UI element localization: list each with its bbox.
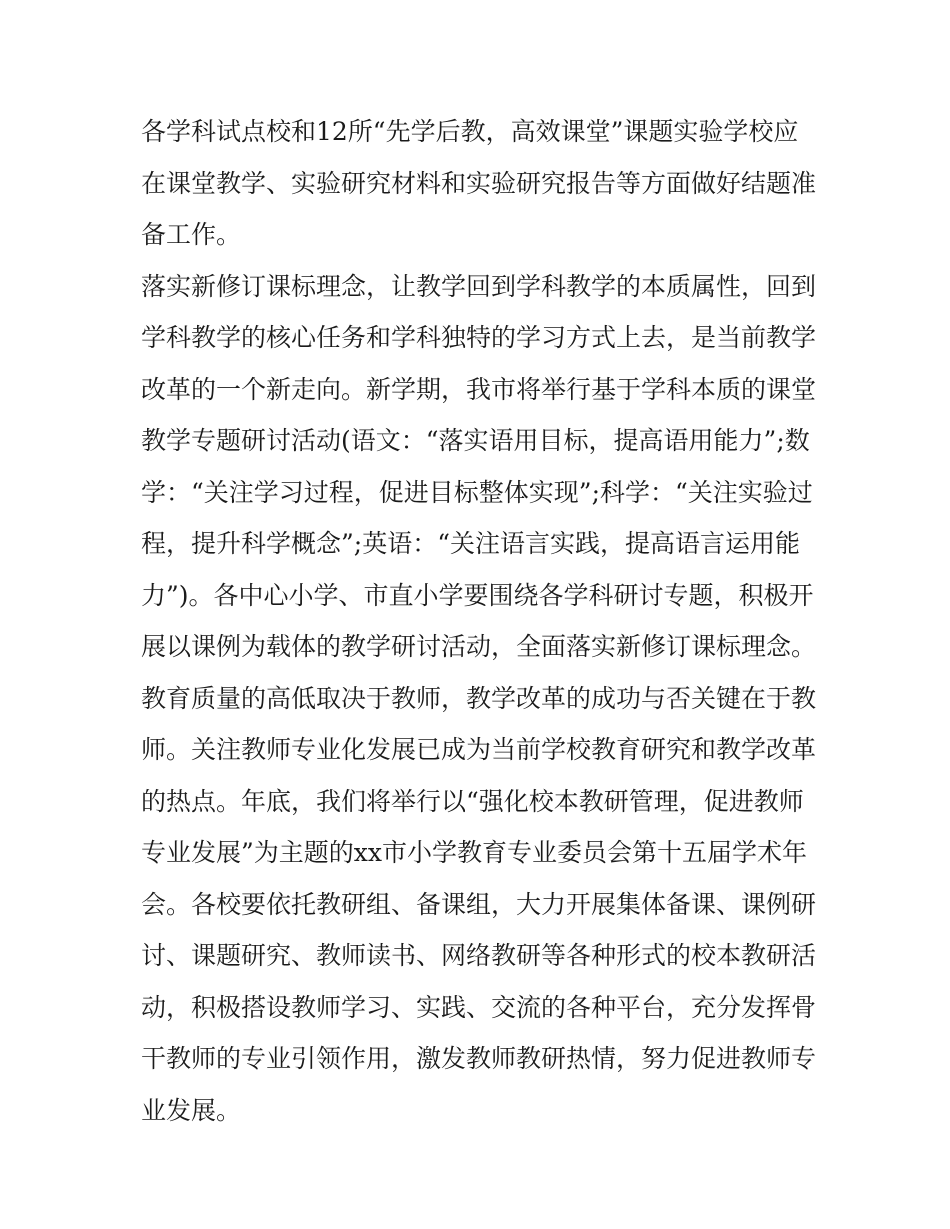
text-line: 学科教学的核心任务和学科独特的学习方式上去，是当前教学 bbox=[141, 323, 817, 352]
text-line: 师。关注教师专业化发展已成为当前学校教育研究和教学改革 bbox=[141, 735, 817, 764]
text-line: 程，提升科学概念”;英语：“关注语言实践，提高语言运用能 bbox=[141, 529, 800, 558]
text-line: 业发展。 bbox=[141, 1095, 242, 1125]
text-line: 学：“关注学习过程，促进目标整体实现”;科学：“关注实验过 bbox=[141, 477, 813, 507]
text-line: 干教师的专业引领作用，激发教师教研热情，努力促进教师专 bbox=[141, 1044, 817, 1073]
text-line: 教育质量的高低取决于教师，教学改革的成功与否关键在于教 bbox=[141, 683, 817, 713]
text-line: 的热点。年底，我们将举行以“强化校本教研管理，促进教师 bbox=[141, 786, 804, 816]
text-line: 各学科试点校和12所“先学后教，高效课堂”课题实验学校应 bbox=[141, 117, 799, 146]
text-line: 动，积极搭设教师学习、实践、交流的各种平台，充分发挥骨 bbox=[141, 992, 817, 1022]
text-line: 展以课例为载体的教学研讨活动，全面落实新修订课标理念。 bbox=[141, 632, 817, 661]
text-line: 落实新修订课标理念，让教学回到学科教学的本质属性，回到 bbox=[141, 271, 817, 301]
text-line: 在课堂教学、实验研究材料和实验研究报告等方面做好结题准 bbox=[141, 168, 817, 198]
text-line: 备工作。 bbox=[141, 220, 242, 249]
paragraph-3 bbox=[141, 673, 821, 1137]
paragraph-1 bbox=[141, 106, 821, 261]
text-line: 专业发展”为主题的xx市小学教育专业委员会第十五届学术年 bbox=[141, 838, 807, 867]
text-line: 讨、课题研究、教师读书、网络教研等各种形式的校本教研活 bbox=[141, 941, 817, 970]
document-body bbox=[141, 106, 821, 1136]
text-line: 会。各校要依托教研组、备课组，大力开展集体备课、课例研 bbox=[141, 889, 817, 919]
text-line: 改革的一个新走向。新学期，我市将举行基于学科本质的课堂 bbox=[141, 374, 817, 404]
text-line: 力”)。各中心小学、市直小学要围绕各学科研讨专题，积极开 bbox=[141, 580, 814, 610]
text-line: 教学专题研讨活动(语文：“落实语用目标，提高语用能力”;数 bbox=[141, 426, 810, 455]
paragraph-2 bbox=[141, 261, 821, 673]
